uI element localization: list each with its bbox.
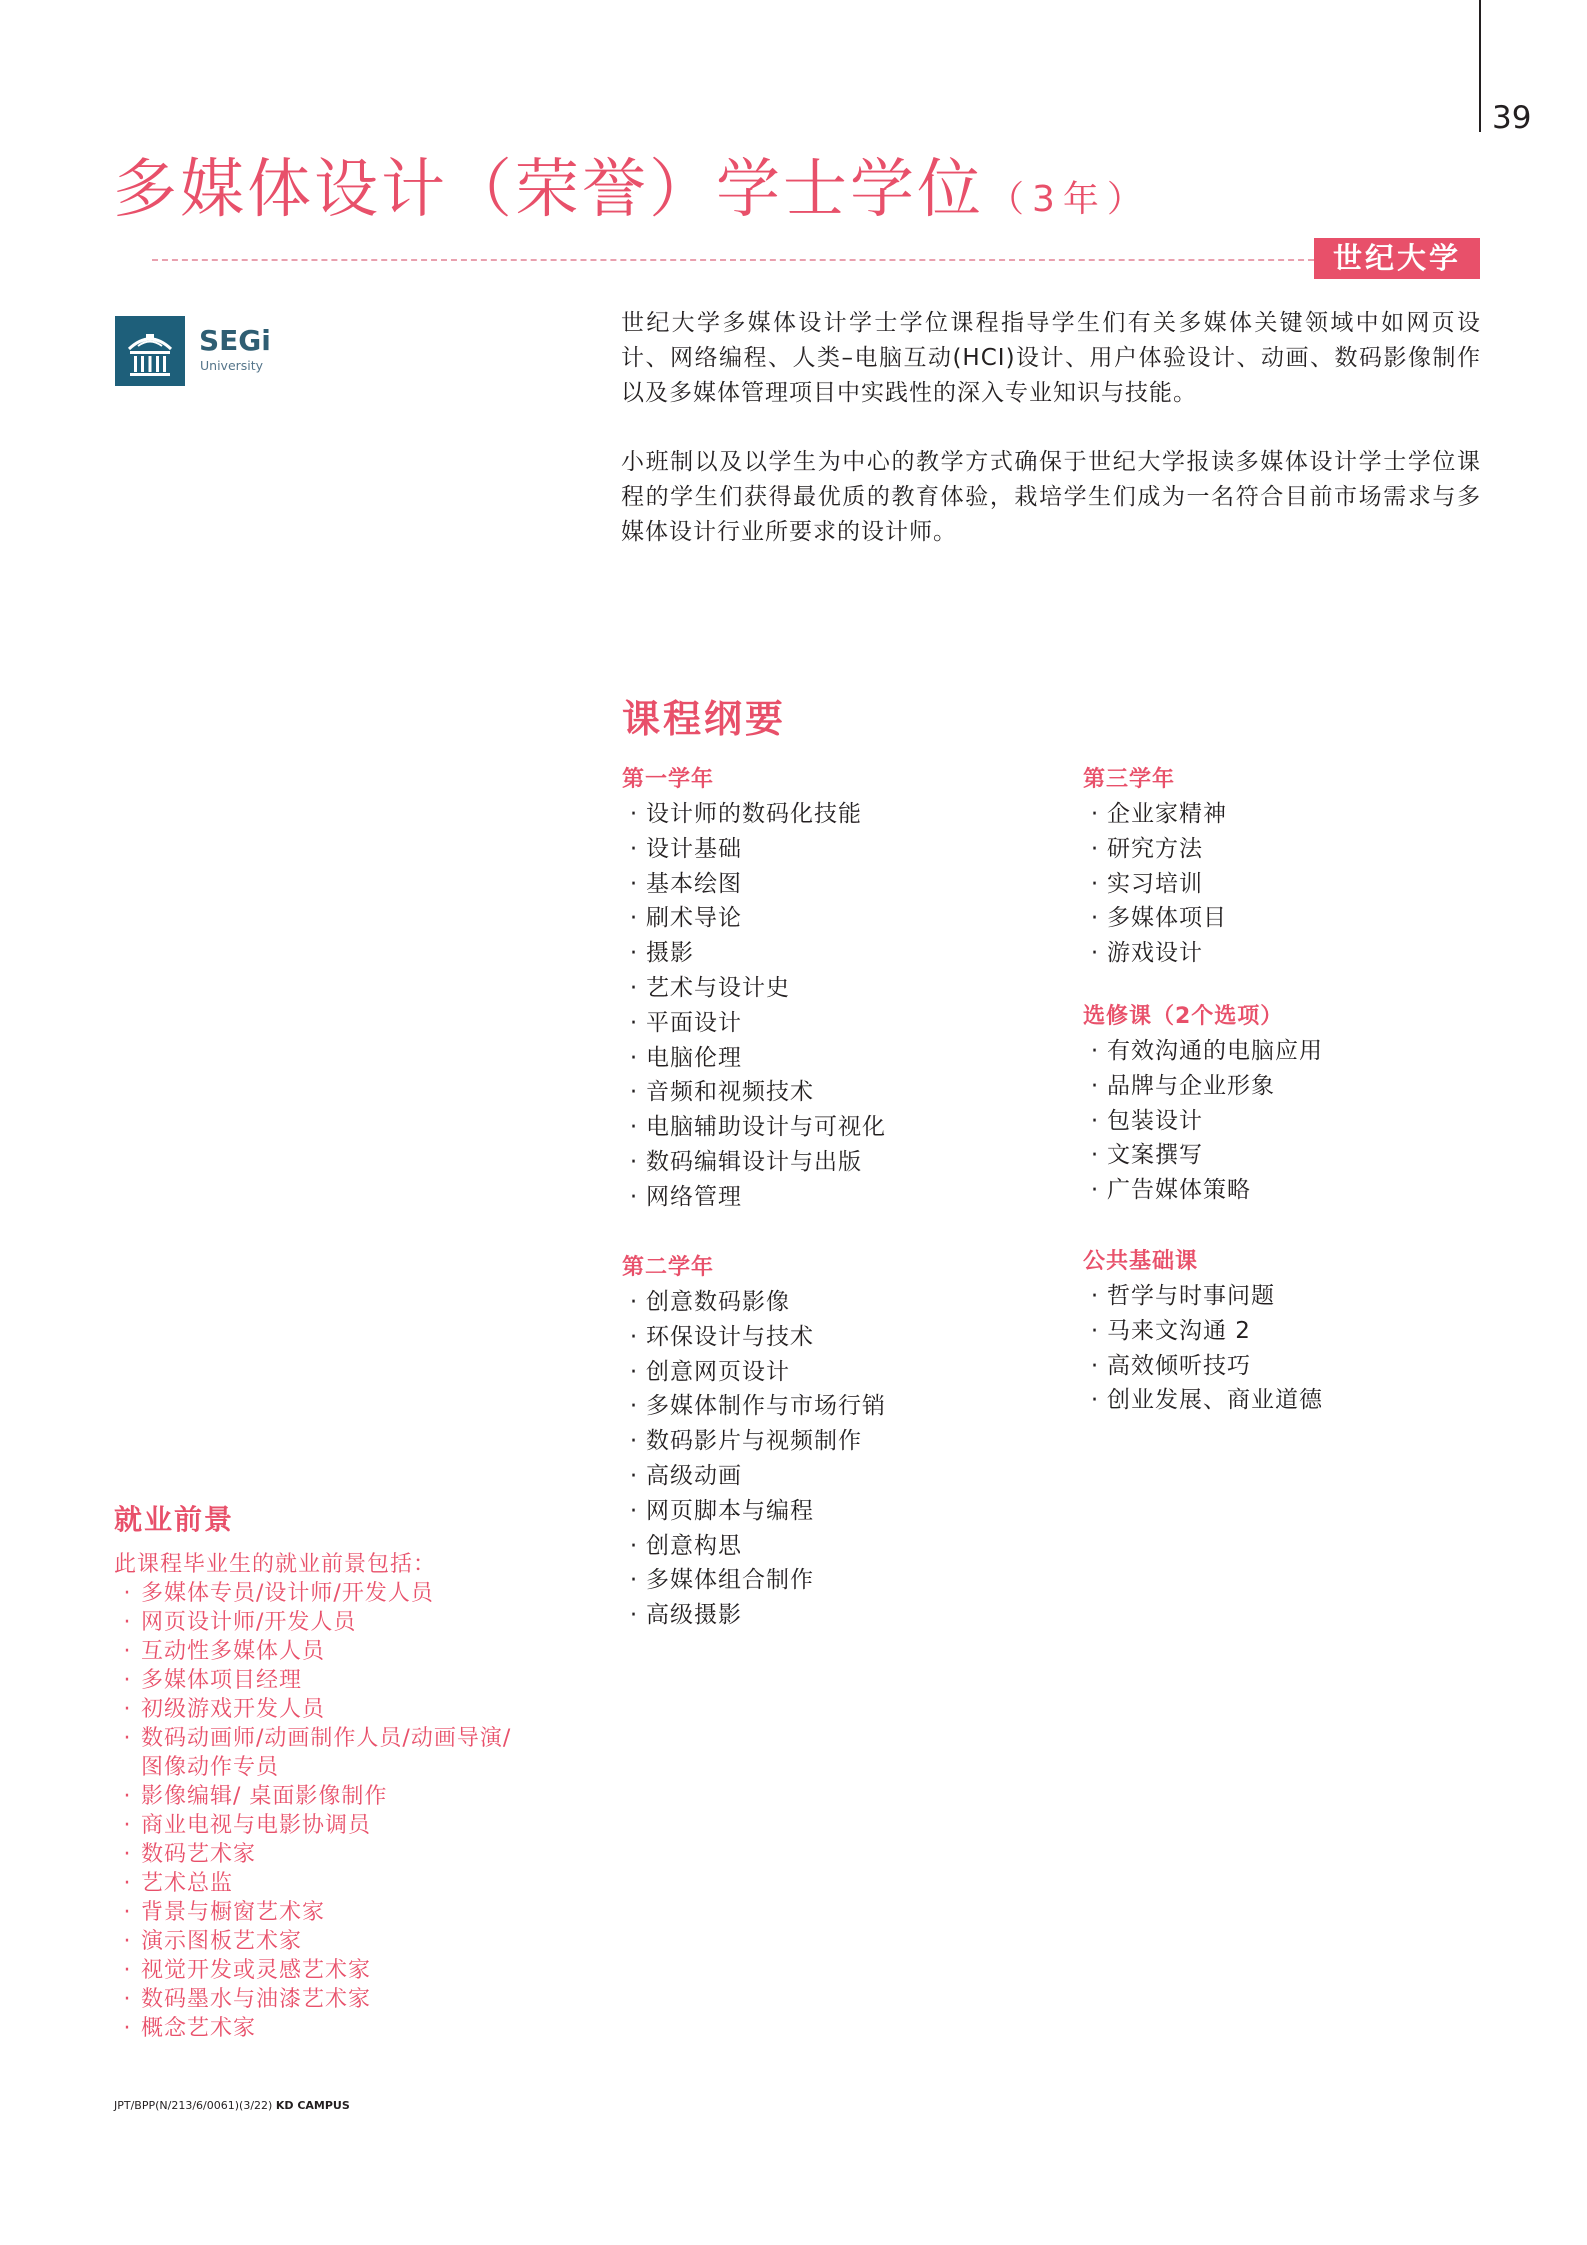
course-item: · 创意构思 — [622, 1529, 886, 1564]
course-item: · 数码编辑设计与出版 — [622, 1145, 886, 1180]
course-item: · 多媒体制作与市场行销 — [622, 1389, 886, 1424]
title-duration: （3年） — [988, 179, 1151, 220]
course-item: · 广告媒体策略 — [1083, 1173, 1323, 1208]
career-item: · 网页设计师/开发人员 — [114, 1608, 521, 1637]
course-item: · 高效倾听技巧 — [1083, 1349, 1323, 1384]
course-item: · 品牌与企业形象 — [1083, 1069, 1323, 1104]
career-prospects — [114, 1502, 521, 2043]
course-item: · 电脑伦理 — [622, 1041, 886, 1076]
course-list — [1083, 797, 1227, 971]
course-list — [622, 797, 886, 1215]
course-list — [1083, 1279, 1323, 1418]
career-item: · 数码艺术家 — [114, 1840, 521, 1869]
career-item: · 视觉开发或灵感艺术家 — [114, 1956, 521, 1985]
segi-building-logo-icon — [115, 316, 185, 386]
course-item: · 平面设计 — [622, 1006, 886, 1041]
course-item: · 艺术与设计史 — [622, 971, 886, 1006]
course-item: · 实习培训 — [1083, 867, 1227, 902]
career-item: · 影像编辑/ 桌面影像制作 — [114, 1782, 521, 1811]
course-item: · 网络管理 — [622, 1180, 886, 1215]
course-item: · 企业家精神 — [1083, 797, 1227, 832]
syllabus-year-2 — [622, 1251, 886, 1633]
course-item: · 马来文沟通 2 — [1083, 1314, 1323, 1349]
page-title — [113, 150, 1151, 246]
page-divider-line — [1479, 0, 1481, 132]
course-item: · 网页脚本与编程 — [622, 1494, 886, 1529]
course-item: · 高级动画 — [622, 1459, 886, 1494]
section-heading: 第一学年 — [622, 767, 715, 792]
course-item: · 多媒体项目 — [1083, 901, 1227, 936]
course-item: · 文案撰写 — [1083, 1138, 1323, 1173]
course-item: · 包装设计 — [1083, 1104, 1323, 1139]
syllabus-electives — [1083, 1000, 1323, 1208]
course-item: · 环保设计与技术 — [622, 1320, 886, 1355]
course-item: · 研究方法 — [1083, 832, 1227, 867]
career-intro: 此课程毕业生的就业前景包括： — [114, 1552, 437, 1577]
career-item: · 概念艺术家 — [114, 2014, 521, 2043]
course-item: · 刷术导论 — [622, 901, 886, 936]
section-heading: 公共基础课 — [1083, 1249, 1199, 1274]
career-item: · 演示图板艺术家 — [114, 1927, 521, 1956]
course-list — [1083, 1034, 1323, 1208]
course-item: · 游戏设计 — [1083, 936, 1227, 971]
section-heading: 第三学年 — [1083, 767, 1176, 792]
syllabus-general-courses — [1083, 1245, 1323, 1418]
career-item: · 初级游戏开发人员 — [114, 1695, 521, 1724]
course-item: · 有效沟通的电脑应用 — [1083, 1034, 1323, 1069]
header-dashed-divider — [152, 259, 1314, 261]
footer-code: JPT/BPP(N/213/6/0061)(3/22) — [114, 2099, 273, 2112]
course-item: · 创意数码影像 — [622, 1285, 886, 1320]
syllabus-year-3 — [1083, 763, 1227, 971]
course-item: · 设计师的数码化技能 — [622, 797, 886, 832]
footer-brand: KD CAMPUS — [275, 2099, 350, 2112]
course-item: · 音频和视频技术 — [622, 1075, 886, 1110]
course-item: · 创意网页设计 — [622, 1355, 886, 1390]
career-item: · 数码动画师/动画制作人员/动画导演/图像动作专员 — [114, 1724, 521, 1782]
intro-paragraph-1: 世纪大学多媒体设计学士学位课程指导学生们有关多媒体关键领域中如网页设计、网络编程、人类–电脑互动(HCI)设计、用户体验设计、动画、数码影像制作以及多媒体管理项目中实践性的深入专业知识与技能。 — [621, 310, 1481, 406]
course-list — [622, 1285, 886, 1633]
syllabus-year-1 — [622, 763, 886, 1215]
career-item: · 互动性多媒体人员 — [114, 1637, 521, 1666]
intro-paragraph-2: 小班制以及以学生为中心的教学方式确保于世纪大学报读多媒体设计学士学位课程的学生们获得最优质的教育体验，栽培学生们成为一名符合目前市场需求与多媒体设计行业所要求的设计师。 — [621, 449, 1481, 545]
course-item: · 摄影 — [622, 936, 886, 971]
course-item: · 基本绘图 — [622, 867, 886, 902]
course-item: · 哲学与时事问题 — [1083, 1279, 1323, 1314]
course-item: · 高级摄影 — [622, 1598, 886, 1633]
career-title: 就业前景 — [114, 1503, 235, 1536]
title-main: 多媒体设计（荣誉）学士学位 — [113, 153, 984, 227]
section-heading: 选修课（2个选项） — [1083, 1004, 1284, 1029]
university-tag: 世纪大学 — [1314, 238, 1480, 279]
course-item: · 多媒体组合制作 — [622, 1563, 886, 1598]
career-item: · 多媒体专员/设计师/开发人员 — [114, 1579, 521, 1608]
logo-subtitle: University — [200, 358, 264, 373]
career-item: · 多媒体项目经理 — [114, 1666, 521, 1695]
career-item: · 商业电视与电影协调员 — [114, 1811, 521, 1840]
course-item: · 电脑辅助设计与可视化 — [622, 1110, 886, 1145]
footer — [114, 2099, 350, 2113]
career-list — [114, 1579, 521, 2043]
career-item: · 数码墨水与油漆艺术家 — [114, 1985, 521, 2014]
syllabus-title: 课程纲要 — [622, 697, 787, 741]
course-item: · 创业发展、商业道德 — [1083, 1383, 1323, 1418]
career-item: · 背景与橱窗艺术家 — [114, 1898, 521, 1927]
career-item: · 艺术总监 — [114, 1869, 521, 1898]
course-item: · 设计基础 — [622, 832, 886, 867]
course-item: · 数码影片与视频制作 — [622, 1424, 886, 1459]
logo-wordmark: SEGi — [199, 324, 271, 357]
section-heading: 第二学年 — [622, 1255, 715, 1280]
page-number: 39 — [1492, 100, 1532, 136]
